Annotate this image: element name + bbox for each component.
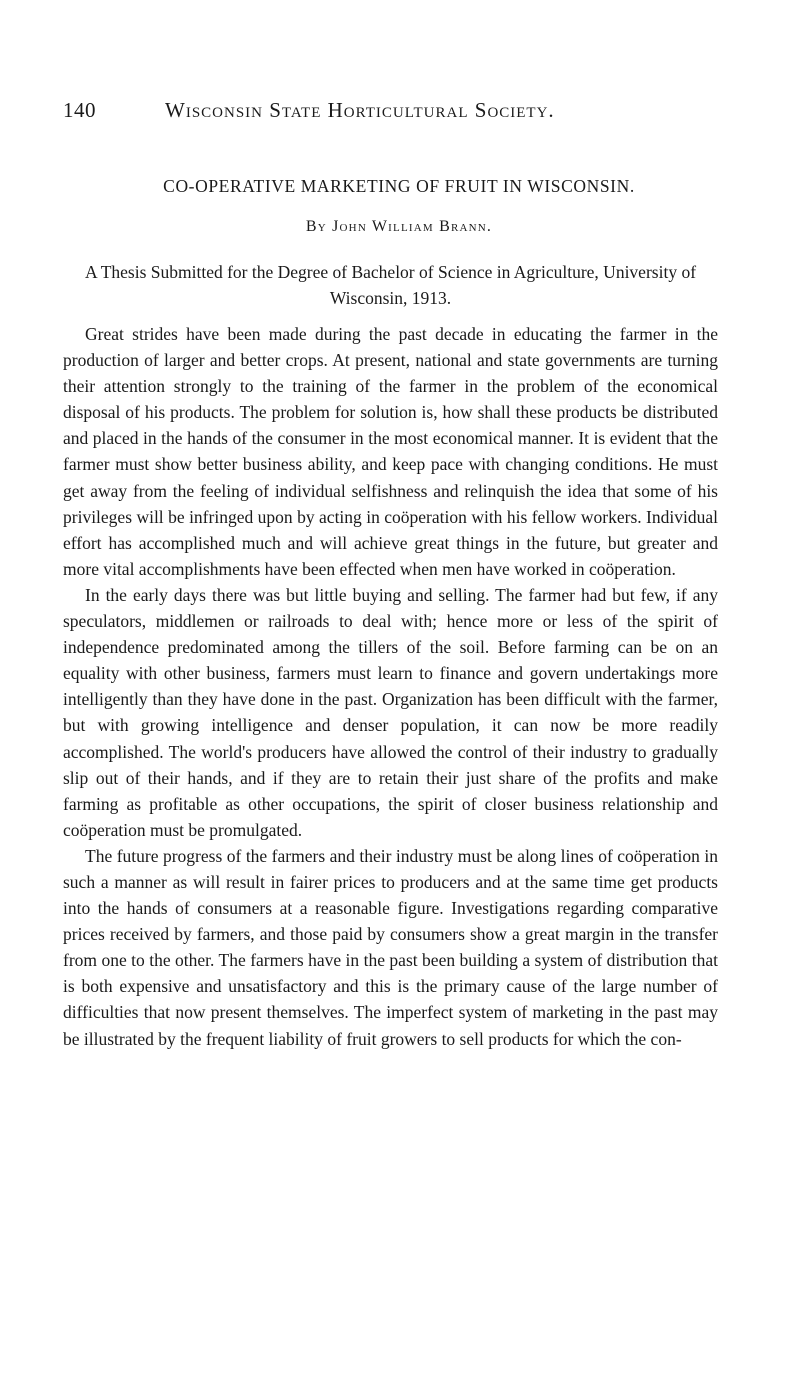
- body-paragraph: The future progress of the farmers and their industry must be along lines of coöperation in such a manner as will result in fairer prices to producers and at the same time get products into the hands of consumers at a reasonable figure. Investigations regarding comparative prices received by farmers, and those paid by consumers show a great margin in the transfer from one to the other. The farmers have in the past been building a system of distribution that is both expensive and unsatisfactory and this is the primary cause of the large number of difficulties that now present themselves. The imperfect system of marketing in the past may be illustrated by the frequent liability of fruit growers to sell products for which the con-: [63, 845, 718, 1049]
- body-paragraph: Great strides have been made during the past decade in educating the farmer in the production of larger and better crops. At present, national and state governments are turning their attention strongly to the training of the farmer in the problem of the economical disposal of his products. The problem for solution is, how shall these products be distributed and placed in the hands of the consumer in the most economical manner. It is evident that the farmer must show better business ability, and keep pace with changing conditions. He must get away from the feeling of individual selfishness and relinquish the idea that some of his privileges will be infringed upon by acting in coöperation with his fellow workers. Individual effort has accomplished much and will achieve great things in the future, but greater and more vital accomplishments have been effected when men have worked in coöperation.: [63, 324, 718, 579]
- running-head: [63, 98, 723, 132]
- page-number: 140: [63, 98, 96, 122]
- article-title: CO-OPERATIVE MARKETING OF FRUIT IN WISCONSIN.: [163, 176, 635, 196]
- body-paragraph: In the early days there was but little buying and selling. The farmer had but few, if any speculators, middlemen or railroads to deal with; hence more or less of the spirit of independence predominated among the tillers of the soil. Before farming can be on an equality with other business, farmers must learn to finance and govern undertakings more intelligently than they have done in the past. Organization has been difficult with the farmer, but with growing intelligence and denser population, it can now be more readily accomplished. The world's producers have allowed the control of their industry to gradually slip out of their hands, and if they are to retain their just share of the profits and make farming as profitable as other occupations, the spirit of closer business relationship and coöperation must be promulgated.: [63, 584, 718, 840]
- thesis-note: A Thesis Submitted for the Degree of Bachelor of Science in Agriculture, University of Wisconsin, 1913.: [84, 262, 697, 308]
- author-byline: By John William Brann.: [305, 218, 493, 235]
- article-body: [63, 321, 718, 1052]
- journal-title: Wisconsin State Horticultural Society.: [165, 98, 555, 122]
